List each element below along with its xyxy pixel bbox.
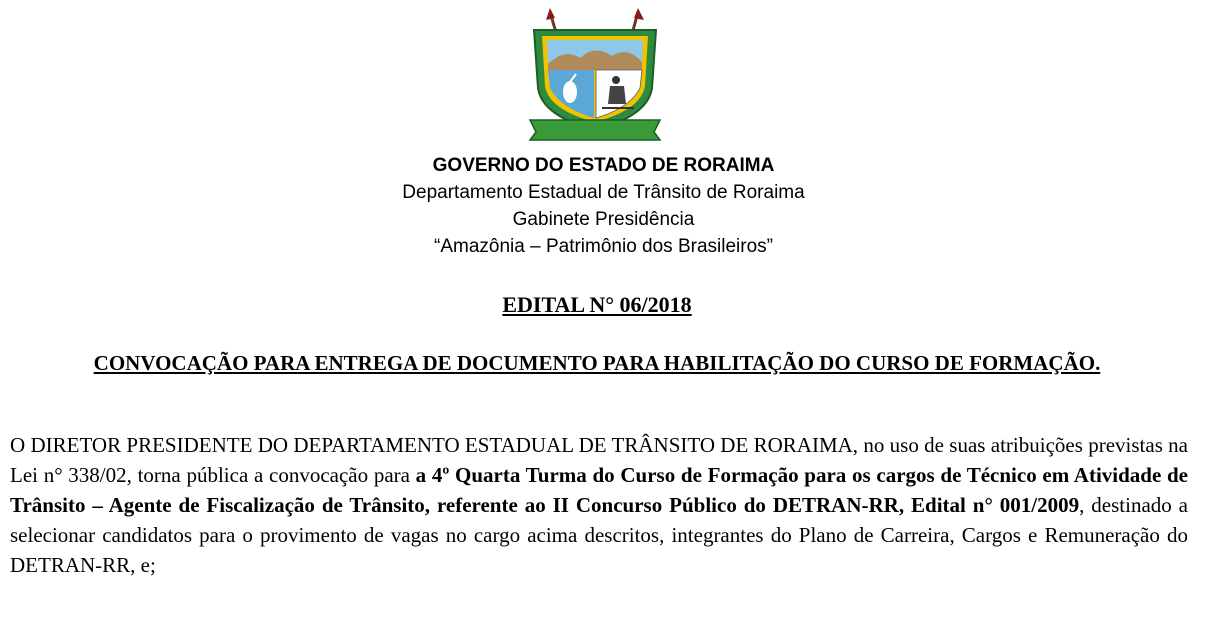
paragraph-bold-section: a 4º Quarta Turma do Curso de Formação para os cargos de Técnico em Atividade de Trânsito – Agente de Fiscalização de Trânsito, referente ao II Concurso Público do DETRAN-RR, Edital n° 001/2009 [10,463,1189,517]
office-name: Gabinete Presidência [512,209,695,230]
government-header [0,152,1207,260]
department-name: Departamento Estadual de Trânsito de Roraima [402,182,805,203]
paragraph-conclusion: , destinado a selecionar candidatos para o provimento de vagas no cargo acima descritos, integrantes do Plano de Carreira, Cargos e Remuneração do DETRAN-RR, e; [10,493,1188,577]
paragraph-intro: O DIRETOR PRESIDENTE DO DEPARTAMENTO ESTADUAL DE TRÂNSITO DE RORAIMA, no uso de suas atribuições previstas na Lei n° 338/02, torna pública a convocação para [10,433,1188,487]
government-title: GOVERNO DO ESTADO DE RORAIMA [432,155,775,176]
motto: “Amazônia – Patrimônio dos Brasileiros” [434,236,773,257]
subject-heading: CONVOCAÇÃO PARA ENTREGA DE DOCUMENTO PARA HABILITAÇÃO DO CURSO DE FORMAÇÃO. [93,351,1101,375]
body-paragraph [10,430,1188,580]
state-crest-icon [520,8,670,142]
edital-title: EDITAL N° 06/2018 [502,292,692,317]
